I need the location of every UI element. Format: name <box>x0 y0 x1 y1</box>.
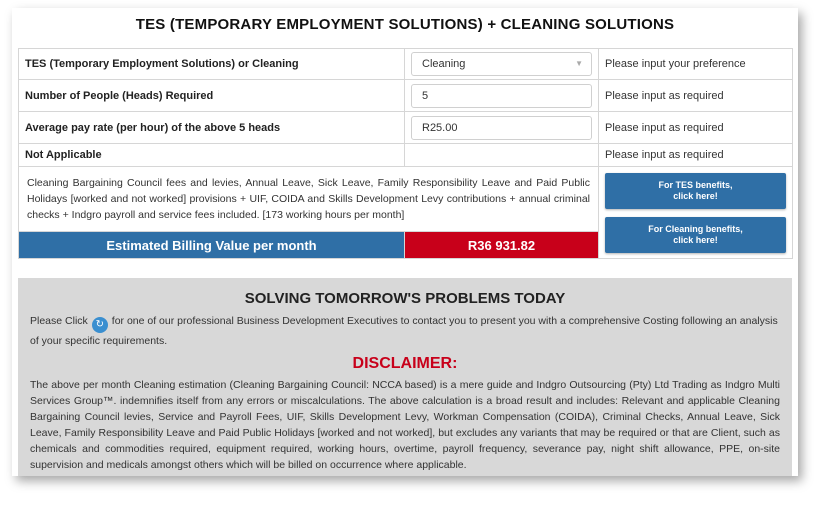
row-hint: Please input your preference <box>599 49 793 80</box>
refresh-icon[interactable]: ↻ <box>92 317 108 333</box>
row-label: TES (Temporary Employment Solutions) or Cleaning <box>19 49 405 80</box>
button-label: click here! <box>673 190 718 201</box>
heads-input[interactable]: 5 <box>411 84 592 108</box>
button-label: For TES benefits, <box>658 179 733 190</box>
disclaimer-text: The above per month Cleaning estimation (Cleaning Bargaining Council: NCCA based) is a mere guide and Indgro Outsourcing (Pty) Ltd Trading as Indgro Multi Services Group™. indemnifies itself from any errors or miscalculations. The above calculation is a broad result and includes: Relevant and applicable Cleaning Bargaining Council levies, Service and Payroll Fees, UIF, Skills Development Levy, Workman Compensation (COIDA), Criminal Checks, Annual Leave, Sick Leave, Family Responsibility Leave and Paid Public Holidays [worked and not worked], but excludes any variants that may be required or that are Client, such as chemicals and commodities required, equipment required, working hours, overtime, payroll frequency, severance pay, night shift allowance, PPE, on-site supervision and medicals amongst others which will be billed on occurrence where applicable. <box>30 379 780 471</box>
promo-text-after: for one of our professional Business Development Executives to contact you to present you with a comprehensive Costing following an analysis of your specific requirements. <box>30 315 778 347</box>
button-label: For Cleaning benefits, <box>648 223 743 234</box>
not-applicable-value <box>405 144 599 167</box>
table-row <box>19 49 793 80</box>
promo-heading: SOLVING TOMORROW'S PROBLEMS TODAY <box>244 290 566 307</box>
estimate-label: Estimated Billing Value per month <box>19 232 405 259</box>
row-label: Number of People (Heads) Required <box>19 80 405 112</box>
estimate-value: R36 931.82 <box>405 232 599 259</box>
chevron-down-icon: ▼ <box>575 59 583 68</box>
row-hint: Please input as required <box>599 144 793 167</box>
promo-text <box>30 313 780 349</box>
row-hint: Please input as required <box>599 80 793 112</box>
button-label: click here! <box>673 234 718 245</box>
pay-rate-input[interactable]: R25.00 <box>411 116 592 140</box>
inclusions-description: Cleaning Bargaining Council fees and levies, Annual Leave, Sick Leave, Family Responsibility Leave and Paid Public Holidays [worked and not worked] provisions + UIF, COIDA and Skills Development Levy contributions + annual criminal checks + Indgro payroll and service fees included. [173 working hours per month] <box>19 167 599 232</box>
calculator-table <box>18 48 793 259</box>
info-panel <box>18 278 792 476</box>
promo-text-before: Please Click <box>30 315 88 327</box>
row-label: Average pay rate (per hour) of the above 5 heads <box>19 112 405 144</box>
table-row <box>19 80 793 112</box>
cleaning-benefits-button[interactable] <box>605 217 786 253</box>
table-row <box>19 112 793 144</box>
calculator-card <box>12 8 798 476</box>
disclaimer-heading: DISCLAIMER: <box>352 355 458 372</box>
row-label: Not Applicable <box>19 144 405 167</box>
tes-benefits-button[interactable] <box>605 173 786 209</box>
table-row <box>19 144 793 167</box>
service-type-select[interactable] <box>411 52 592 76</box>
page-title: TES (TEMPORARY EMPLOYMENT SOLUTIONS) + CLEANING SOLUTIONS <box>135 16 675 33</box>
row-hint: Please input as required <box>599 112 793 144</box>
select-value: Cleaning <box>422 58 466 70</box>
